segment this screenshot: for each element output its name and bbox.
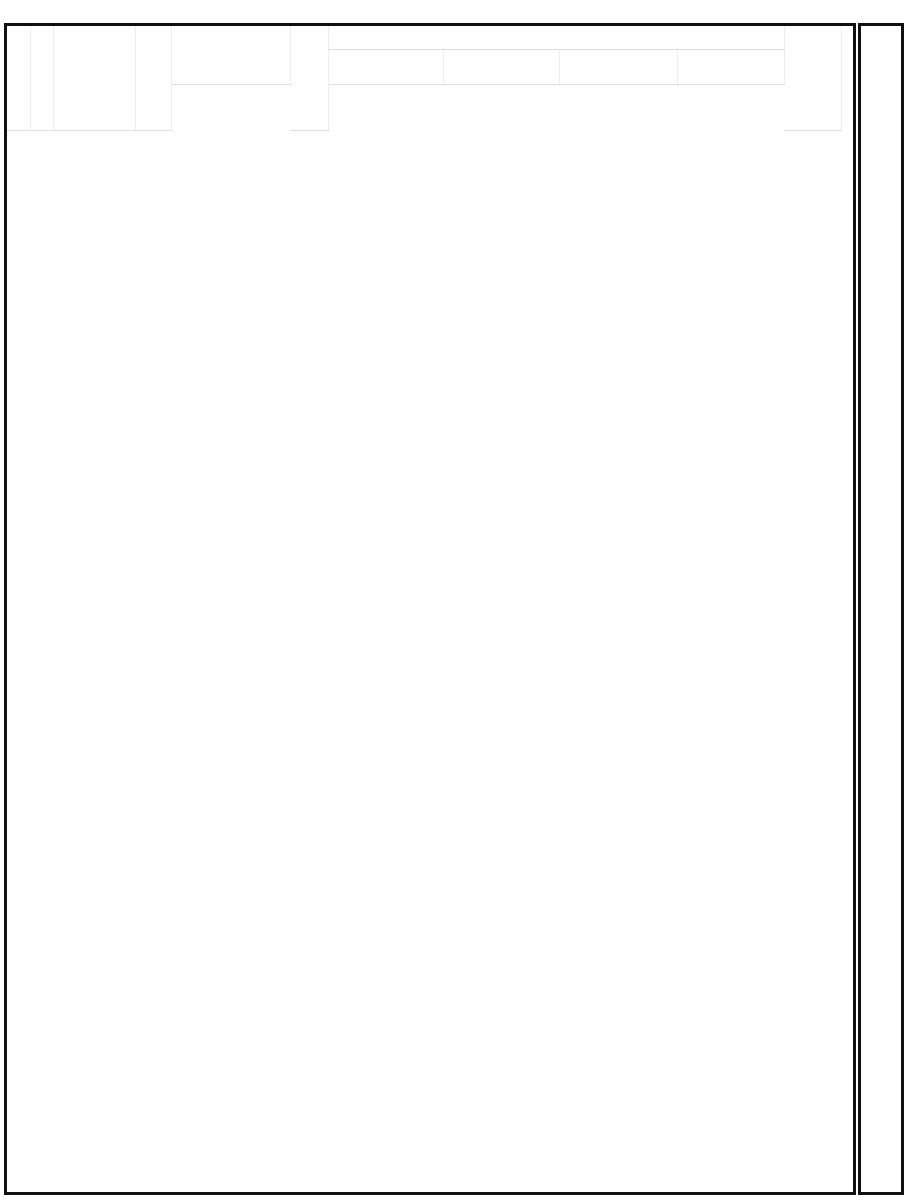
header-total-rank <box>7 26 30 131</box>
header-ol <box>443 50 559 85</box>
header-sales <box>784 26 841 131</box>
header-order <box>290 26 328 131</box>
table-frame <box>4 23 856 1195</box>
header-selection <box>135 26 171 131</box>
header-total-sold <box>171 26 290 85</box>
header-breakdown <box>328 26 784 50</box>
rank-change-frame <box>858 23 904 1195</box>
header-local <box>328 50 443 85</box>
sales-table <box>7 26 842 131</box>
header-name <box>53 26 135 131</box>
header-est-rank <box>30 26 53 131</box>
header-ol-1s <box>677 50 784 85</box>
header-ol-sign <box>559 50 677 85</box>
